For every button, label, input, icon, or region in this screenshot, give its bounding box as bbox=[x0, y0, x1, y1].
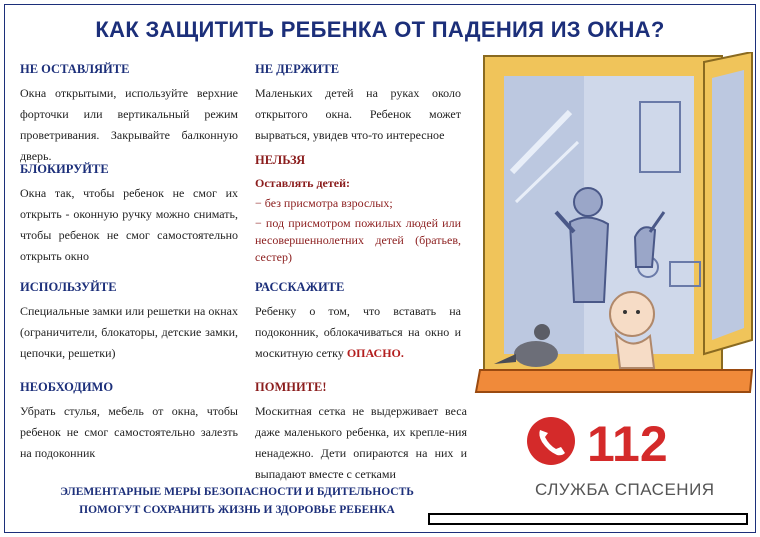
section-heading: НЕОБХОДИМО bbox=[20, 380, 114, 394]
window-illustration bbox=[470, 52, 756, 398]
section-text: Маленьких детей на руках около открытого окна. Ребенок может вырваться, увидев что-то интересное bbox=[255, 86, 461, 142]
section-text: Специальные замки или решетки на окнах (ограничители, блокаторы, детские замки, цепочки, решетки) bbox=[20, 304, 238, 360]
section-forbidden bbox=[255, 153, 461, 266]
forbidden-item: − под присмотром пожилых людей или несовершеннолетних детей (братьев, сестер) bbox=[255, 216, 461, 264]
page-title: КАК ЗАЩИТИТЬ РЕБЕНКА ОТ ПАДЕНИЯ ИЗ ОКНА? bbox=[95, 17, 665, 42]
section-text: Убрать стулья, мебель от окна, чтобы ребенок не смог самостоятельно залезть на подоконник bbox=[20, 404, 238, 460]
forbidden-item: − без присмотра взрослых; bbox=[255, 196, 393, 210]
section-text: Москитная сетка не выдерживает веса даже маленького ребенка, их крепле-ния ненадежно. Дети опираются на них и выпадают вместе с сетками bbox=[255, 404, 467, 481]
empty-box bbox=[428, 513, 748, 525]
tell-emphasis: ОПАСНО. bbox=[346, 346, 404, 360]
emergency-service: СЛУЖБА СПАСЕНИЯ bbox=[535, 480, 715, 499]
footer-line-1: ЭЛЕМЕНТАРНЫЕ МЕРЫ БЕЗОПАСНОСТИ И БДИТЕЛЬНОСТЬ bbox=[60, 486, 414, 498]
tell-text: Ребенку о том, что вставать на подоконник, облокачиваться на окно и москитную сетку bbox=[255, 304, 461, 360]
section-necessary bbox=[20, 380, 238, 464]
emergency-number: 112 bbox=[587, 416, 668, 472]
section-block bbox=[20, 162, 238, 267]
section-remember bbox=[255, 380, 467, 485]
section-heading: ПОМНИТЕ! bbox=[255, 380, 327, 394]
section-text: Окна открытыми, используйте верхние форточки или вертикальный режим проветривания. Закрывайте балконную дверь. bbox=[20, 86, 238, 163]
section-dont-hold bbox=[255, 62, 461, 146]
section-heading: БЛОКИРУЙТЕ bbox=[20, 162, 109, 176]
section-dont-leave bbox=[20, 62, 238, 167]
section-use bbox=[20, 280, 238, 364]
section-text bbox=[255, 301, 461, 364]
section-heading: ИСПОЛЬЗУЙТЕ bbox=[20, 280, 117, 294]
section-text: Окна так, чтобы ребенок не смог их открыть - оконную ручку можно снимать, чтобы ребенок не смог самостоятельно открыть окно bbox=[20, 186, 238, 263]
section-tell bbox=[255, 280, 461, 364]
section-subheading: Оставлять детей: bbox=[255, 176, 351, 190]
section-heading: РАССКАЖИТЕ bbox=[255, 280, 345, 294]
section-heading: НЕЛЬЗЯ bbox=[255, 153, 306, 167]
phone-icon bbox=[527, 417, 575, 465]
emergency-112-logo bbox=[523, 413, 723, 503]
footer-line-2: ПОМОГУТ СОХРАНИТЬ ЖИЗНЬ И ЗДОРОВЬЕ РЕБЕНКА bbox=[79, 504, 395, 516]
section-heading: НЕ ОСТАВЛЯЙТЕ bbox=[20, 62, 130, 76]
section-heading: НЕ ДЕРЖИТЕ bbox=[255, 62, 340, 76]
